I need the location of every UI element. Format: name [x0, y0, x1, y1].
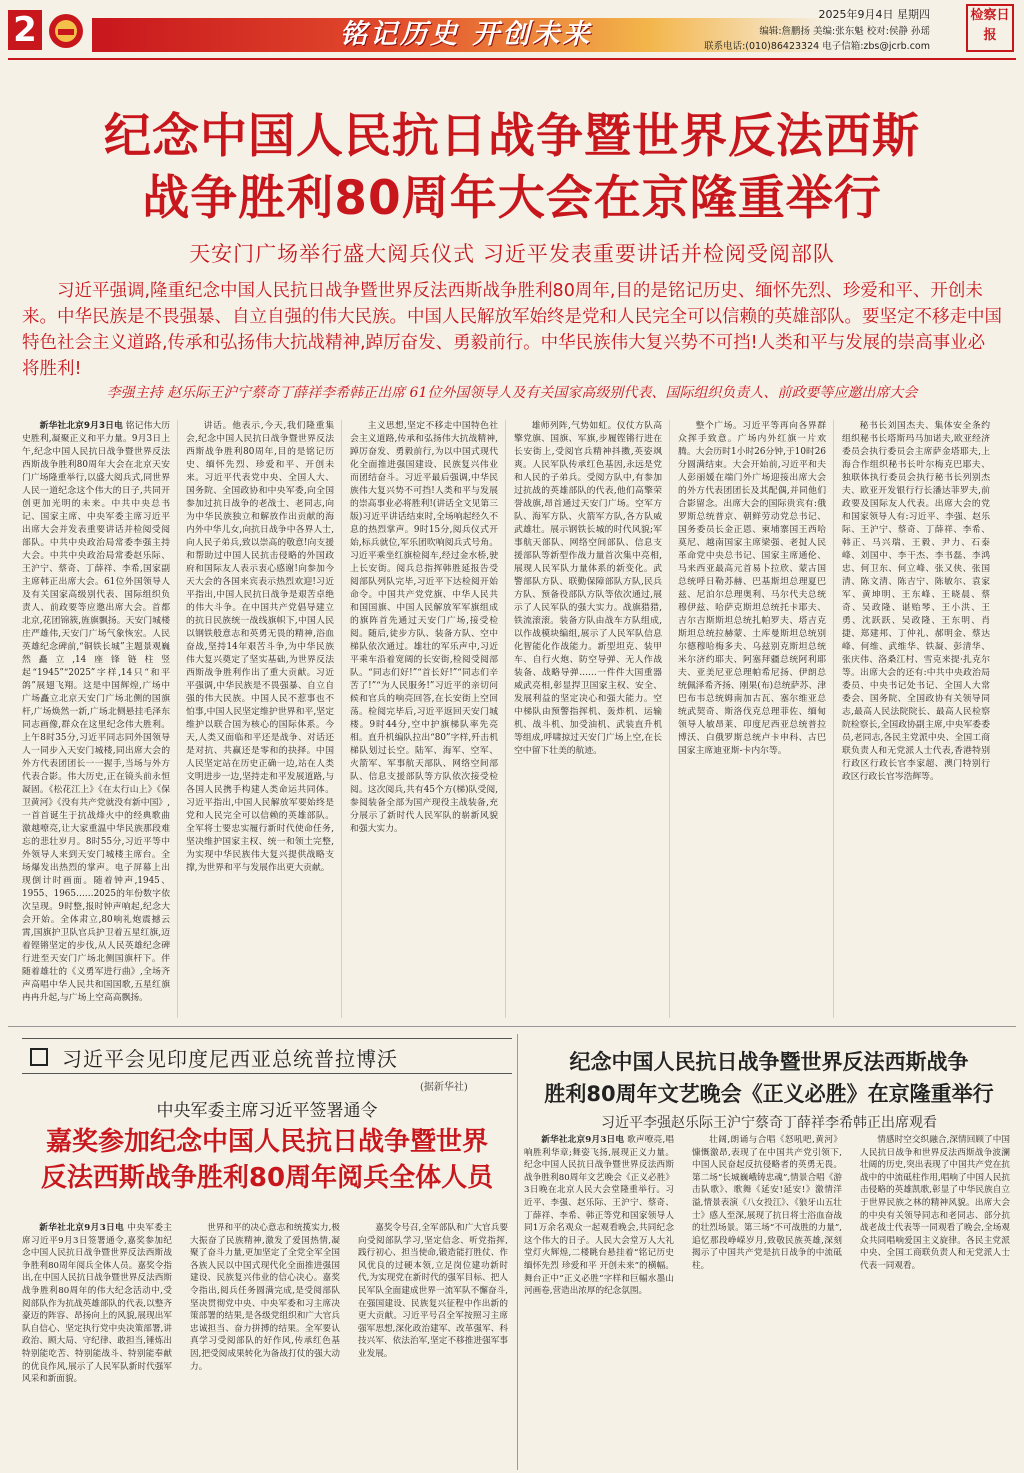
- bottom-divider: [517, 1034, 518, 1470]
- column-rule: [833, 420, 834, 1018]
- column-text: 情感时空交织融合,深情回顾了中国人民抗日战争和世界反法西斯战争波澜壮阔的历史,突出表现了中国共产党在抗战中的中流砥柱作用,唱响了中国人民抗击侵略的英雄凯歌,彰显了中华民族自立于世界民族之林的精神风貌。出席大会的中央有关领导同志和老同志、部分抗战老战士代表等一同观看了晚会,全场观众共同唱响爱国主义旋律。各民主党派中央、全国工商联负责人和无党派人士代表一同观看。: [860, 1135, 1010, 1271]
- header-rule: [8, 58, 1016, 60]
- column-text: 嘉奖令号召,全军部队和广大官兵要向受阅部队学习,坚定信念、听党指挥,践行初心、担当使命,锻造能打胜仗、作风优良的过硬本领,立足岗位建功新时代,为实现党在新时代的强军目标、把人民军队全面建成世界一流军队不懈奋斗,在强国建设、民族复兴征程中作出新的更大贡献。习近平号召全军按照习主席强军思想,深化政治建军、改革强军、科技兴军、依法治军,坚定不移推进强军事业发展。: [358, 1223, 508, 1359]
- main-column-5: [678, 420, 826, 1018]
- right-column-3: [860, 1134, 1010, 1466]
- right-story-headline: [524, 1046, 1014, 1110]
- column-rule: [177, 420, 178, 1018]
- left-column-1: [22, 1222, 172, 1466]
- contact-line: 联系电话:(010)86423324 电子信箱:zbs@jcrb.com: [704, 41, 930, 52]
- column-text: 讲话。他表示,今天,我们隆重集会,纪念中国人民抗日战争暨世界反法西斯战争胜利80周年,目的是铭记历史、缅怀先烈、珍爱和平、开创未来。习近平代表党中央、全国人大、国务院、全国政协和中央军委,向全国参加过抗日战争的老战士、老同志,向为中华民族独立和解放作出贡献的海内外中华儿女,向抗日战争中各界人士,向人民子弟兵,致以崇高的敬意!向支援和帮助过中国人民抗击侵略的外国政府和国际友人表示衷心感谢!向参加今天大会的各国来宾表示热烈欢迎!习近平指出,中国人民抗日战争是艰苦卓绝的伟大斗争。在中国共产党倡导建立的抗日民族统一战线旗帜下,中国人民以钢铁般意志和英勇无畏的精神,浴血奋战,坚持14年艰苦斗争,为中华民族伟大复兴奠定了坚实基础,为世界反法西斯战争胜利作出了重大贡献。习近平强调,中华民族是不畏强暴、自立自强的伟大民族。中国人民不惹事也不怕事,中国人民坚定维护世界和平,坚定维护以联合国为核心的国际体系。今天,人类又面临和平还是战争、对话还是对抗、共赢还是零和的抉择。中国人民坚定站在历史正确一边,站在人类文明进步一边,坚持走和平发展道路,与各国人民携手构建人类命运共同体。习近平指出,中国人民解放军要始终是党和人民完全可以信赖的英雄部队。全军将士要忠实履行新时代使命任务,坚决维护国家主权、统一和领土完整,为实现中华民族伟大复兴提供战略支撑,为世界和平与发展作出更大贡献。: [186, 421, 334, 873]
- left-headline-line2: 反法西斯战争胜利80周年阅兵全体人员: [40, 1163, 494, 1193]
- column-rule: [505, 420, 506, 1018]
- right-story-subheadline: 习近平李强赵乐际王沪宁蔡奇丁薛祥李希韩正出席观看: [601, 1115, 937, 1131]
- brief-box: [22, 1038, 512, 1074]
- left-story-kicker: 中央军委主席习近平签署通令: [156, 1101, 378, 1121]
- column-text: 中央军委主席习近平9月3日签署通令,嘉奖参加纪念中国人民抗日战争暨世界反法西斯战争胜利80周年阅兵全体人员。嘉奖令指出,在中国人民抗日战争暨世界反法西斯战争胜利80周年的伟大纪念活动中,受阅部队作为抗战英雄部队的代表,以整齐豪迈的阵容、昂扬向上的风貌,展现出军队自信心、坚定执行党中央决策部署,讲政治、顾大局、守纪律、敢担当,锤炼出特别能吃苦、特别能战斗、特别能奉献的优良作风,展示了人民军队新时代强军风采和新面貌。: [22, 1223, 172, 1385]
- left-story-columns: [22, 1222, 512, 1466]
- host-line: 李强主持 赵乐际王沪宁蔡奇丁薛祥李希韩正出席 61位外国领导人及有关国家高级别代表、国际组织负责人、前政要等应邀出席大会: [106, 385, 918, 401]
- column-text: 秘书长刘国杰夫、集体安全条约组织秘书长塔斯玛马加诺夫,欧亚经济委员会执行委员会主席萨金塔耶夫,上海合作组织秘书长叶尔梅克巴耶夫、独联体执行委员会执行秘书长列别杰夫、欧亚开发银行行长潘达菲罗夫,前政要及国际友人代表。出席大会的党和国家领导人有:习近平、李强、赵乐际、王沪宁、蔡奇、丁薛祥、李希、韩正、马兴瑞、王毅、尹力、石泰峰、刘国中、李干杰、李书磊、李鸿忠、何卫东、何立峰、张又侠、张国清、陈文清、陈吉宁、陈敏尔、袁家军、黄坤明、王东峰、王晓晨、蔡奇、吴政隆、谌贻琴、王小洪、王勇、沈跃跃、吴政隆、王东明、肖捷、郑建邦、丁仲礼、郝明金、蔡达峰、何维、武维华、铁凝、彭清华、张庆伟、洛桑江村、雪克来提·扎克尔等。出席大会的还有:中共中央政治局委员、中央书记处书记、全国人大常委会、国务院、全国政协有关领导同志,最高人民法院院长、最高人民检察院检察长,全国政协副主席,中央军委委员,老同志,各民主党派中央、全国工商联负责人和无党派人士代表,香港特别行政区行政长官李家超、澳门特别行政区行政长官岑浩辉等。: [842, 421, 990, 782]
- masthead-seal: 检察日报: [966, 4, 1014, 52]
- right-column-2: [692, 1134, 842, 1466]
- issue-date: 2025年9月4日 星期四: [818, 8, 930, 21]
- right-story-columns: [524, 1134, 1014, 1466]
- main-headline-line2: 战争胜利80周年大会在京隆重举行: [142, 171, 882, 226]
- main-headline: [0, 106, 1024, 230]
- brief-source: (据新华社): [420, 1082, 468, 1093]
- main-column-4: [514, 420, 662, 1018]
- dateline: 新华社北京9月3日电: [39, 421, 123, 431]
- editors-line: 编辑:詹鹏扬 美编:张东魁 校对:侯静 孙瑶: [759, 26, 930, 37]
- column-text: 歌声嘹亮,唱响胜利华章;舞姿飞扬,展现正义力量。纪念中国人民抗日战争暨世界反法西斯战争胜利80周年文艺晚会《正义必胜》3日晚在北京人民大会堂隆重举行。习近平、李强、赵乐际、王沪宁、蔡奇、丁薛祥、李希、韩正等党和国家领导人同1万余名观众一起观看晚会,共同纪念这个伟大的日子。人民大会堂万人大礼堂灯火辉煌,二楼眺台悬挂着“铭记历史 缅怀先烈 珍爱和平 开创未来”的横幅。舞台正中“正义必胜”字样和巨幅水墨山河画卷,营造出浓厚的纪念氛围。: [524, 1135, 674, 1297]
- right-column-1: [524, 1134, 674, 1466]
- page-number: 2: [8, 10, 42, 50]
- left-column-2: [190, 1222, 340, 1466]
- column-rule: [669, 420, 670, 1018]
- column-text: 铭记伟大历史胜利,凝聚正义和平力量。9月3日上午,纪念中国人民抗日战争暨世界反法西斯战争胜利80周年大会在北京天安门广场隆重举行,以盛大阅兵式,同世界人民一道纪念这个伟大的日子,共同开创更加光明的未来。中共中央总书记、国家主席、中央军委主席习近平出席大会并发表重要讲话并检阅受阅部队。中共中央政治局常委李强主持大会。中共中央政治局常委赵乐际、王沪宁、蔡奇、丁薛祥、李希,国家副主席韩正出席大会。61位外国领导人及有关国家高级别代表、国际组织负责人、前政要等应邀出席大会。首都北京,花团锦簇,旌旗飘扬。天安门城楼庄严雄伟,天安门广场气象恢宏。人民英雄纪念碑前,“铜铁长城”主题景观巍然矗立,14座锋链柱竖起“1945”“2025”字样,14只“和平鸽”展翅飞翔。这是中国辉煌,广场中广场矗立北京天安门广场北侧的国旗杆,广场焕然一新,广场北侧悬挂毛泽东同志画像,群众在这里纪念伟大胜利。上午8时35分,习近平同志同外国领导人一同步入天安门城楼,同出席大会的外方代表团团长一一握手,当场与外方代表合影。伟大历史,正在镜头前永恒凝固。《松花江上》《在太行山上》《保卫黄河》《没有共产党就没有新中国》,一首首诞生于抗战烽火中的经典歌曲激越嘹亮,让大家重温中华民族那段难忘的悲壮岁月。8时55分,习近平等中外领导人来到天安门城楼主席台。全场爆发出热烈的掌声。电子屏幕上出现倒计时画面。随着钟声,1945、1955、1965……2025的年份数字依次呈现。9时整,报时钟声响起,纪念大会开始。全体肃立,80响礼炮震撼云霄,国旗护卫队官兵护卫着五星红旗,迈着铿锵坚定的步伐,从人民英雄纪念碑行进至天安门广场北侧国旗杆下。伴随着雄壮的《义勇军进行曲》,全场齐声高唱中华人民共和国国歌,五星红旗冉冉升起,与广场上空高高飘扬。: [22, 421, 170, 1003]
- column-rule: [341, 420, 342, 1018]
- main-column-1: [22, 420, 170, 1018]
- emblem-icon: [46, 12, 86, 50]
- right-headline-line2: 胜利80周年文艺晚会《正义必胜》在京隆重举行: [544, 1082, 994, 1106]
- main-column-6: [842, 420, 990, 1018]
- column-text: 雄师列阵,气势如虹。仪仗方队高擎党旗、国旗、军旗,步履铿锵行进在长安街上,受阅官兵精神抖擞,英姿飒爽。人民军队传承红色基因,永远是党和人民的子弟兵。受阅方队中,有参加过抗战的英雄部队的代表,他们高擎荣誉战旗,昂首通过天安门广场。空军方队、海军方队、火箭军方队,各方队威武雄壮。展示钢铁长城的时代风貌;军事航天部队、网络空间部队、信息支援部队等新型作战力量首次集中亮相,展现人民军队力量体系的新变化。武警部队方队、联勤保障部队方队,民兵方队、预备役部队方队等依次通过,展示了人民军队的强大实力。战旗猎猎,铁流滚滚。装备方队由战车方队组成,以作战模块编组,展示了人民军队信息化智能化作战能力。新型坦克、装甲车、自行火炮、防空导弹、无人作战装备、战略导弹……一件件大国重器威武亮相,彰显捍卫国家主权、安全、发展利益的坚定决心和强大能力。空中梯队由预警指挥机、轰炸机、运输机、战斗机、加受油机、武装直升机等组成,呼啸掠过天安门广场上空,在长空中留下壮美的航迹。: [514, 421, 662, 756]
- brief-title: 习近平会见印度尼西亚总统普拉博沃: [62, 1047, 398, 1071]
- main-column-3: [350, 420, 498, 1018]
- right-headline-line1: 纪念中国人民抗日战争暨世界反法西斯战争: [569, 1050, 969, 1074]
- main-lead: 习近平强调,隆重纪念中国人民抗日战争暨世界反法西斯战争胜利80周年,目的是铭记历史、缅怀先烈、珍爱和平、开创未来。中华民族是不畏强暴、自立自强的伟大民族。中国人民解放军始终是党和人民完全可以信赖的英雄部队。要坚定不移走中国特色社会主义道路,传承和弘扬伟大抗战精神,踔厉奋发、勇毅前行。中华民族伟大复兴势不可挡!人类和平与发展的崇高事业必将胜利!: [22, 281, 1002, 379]
- section-title: 铭记历史 开创未来: [340, 19, 593, 50]
- column-text: 世界和平的决心意志和统揽实力,极大振奋了民族精神,激发了爱国热情,凝聚了奋斗力量,更加坚定了全党全军全国各族人民以中国式现代化全面推进强国建设、民族复兴伟业的信心决心。嘉奖令指出,阅兵任务圆满完成,是受阅部队坚决贯彻党中央、中央军委和习主席决策部署的结果,是各级党组织和广大官兵忠诚担当、奋力拼搏的结果。全军要认真学习受阅部队的好作风,传承红色基因,把受阅成果转化为备战打仗的强大动力。: [190, 1223, 340, 1372]
- dateline: 新华社北京9月3日电: [541, 1135, 625, 1145]
- column-text: 整个广场。习近平等再向各界群众挥手致意。广场内外红旗一片欢腾。大会历时1小时26分钟,于10时26分圆满结束。大会开始前,习近平和夫人彭丽媛在端门外广场迎接出席大会的外方代表团团长及其配偶,并同他们合影留念。出席大会的国际贵宾有:俄罗斯总统普京、朝鲜劳动党总书记、国务委员长金正恩、柬埔寨国王西哈莫尼、越南国家主席梁强、老挝人民革命党中央总书记、国家主席通伦、马来西亚最高元首易卜拉欣、蒙古国总统呼日勒苏赫、巴基斯坦总理夏巴兹、尼泊尔总理奥利、马尔代夫总统穆伊兹、哈萨克斯坦总统托卡耶夫、吉尔吉斯斯坦总统扎帕罗夫、塔吉克斯坦总统拉赫蒙、土库曼斯坦总统别尔德穆哈梅多夫、乌兹别克斯坦总统米尔济约耶夫、阿塞拜疆总统阿利耶夫、亚美尼亚总理帕希尼扬、伊朗总统佩泽希齐扬、刚果(布)总统萨苏、津巴布韦总统姆南加古瓦、塞尔维亚总统武契奇、斯洛伐克总理菲佐、缅甸领导人敏昂莱、印度尼西亚总统普拉博沃、白俄罗斯总统卢卡申科、古巴国家主席迪亚斯-卡内尔等。: [678, 421, 826, 756]
- dateline: 新华社北京9月3日电: [39, 1223, 125, 1233]
- column-text: 主义思想,坚定不移走中国特色社会主义道路,传承和弘扬伟大抗战精神,踔厉奋发、勇毅前行,为以中国式现代化全面推进强国建设、民族复兴伟业而团结奋斗。习近平最后强调,中华民族伟大复兴势不可挡!人类和平与发展的崇高事业必将胜利!(讲话全文见第三版)习近平讲话结束时,全场响起经久不息的热烈掌声。9时15分,阅兵仪式开始,标兵就位,军乐团吹响阅兵式号角。习近平乘坐红旗检阅车,经过金水桥,驶上长安街。阅兵总指挥韩胜延报告受阅部队列队完毕,习近平下达检阅开始命令。中国共产党党旗、中华人民共和国国旗、中国人民解放军军旗组成的旗阵首先通过天安门广场,接受检阅。随后,徒步方队、装备方队、空中梯队依次通过。雄壮的军乐声中,习近平乘车沿着宽阔的长安街,检阅受阅部队。“同志们好!”“首长好!”“同志们辛苦了!”“为人民服务!”习近平的亲切问候和官兵的响亮回答,在长安街上空回荡。检阅完毕后,习近平返回天安门城楼。9时44分,空中护旗梯队率先亮相。直升机编队拉出“80”字样,歼击机梯队划过长空。陆军、海军、空军、火箭军、军事航天部队、网络空间部队、信息支援部队等方队依次接受检阅。这次阅兵,共有45个方(梯)队受阅,参阅装备全部为国产现役主战装备,充分展示了新时代人民军队的崭新风貌和强大实力。: [350, 421, 498, 834]
- main-story-columns: [22, 420, 1006, 1018]
- brief-square-icon: [30, 1048, 48, 1066]
- main-headline-line1: 纪念中国人民抗日战争暨世界反法西斯: [104, 109, 920, 164]
- page-header: [0, 0, 1024, 64]
- left-story-headline: [22, 1124, 512, 1196]
- main-subheadline: 天安门广场举行盛大阅兵仪式 习近平发表重要讲话并检阅受阅部队: [189, 242, 835, 266]
- left-column-3: [358, 1222, 508, 1466]
- main-column-2: [186, 420, 334, 1018]
- section-divider: [8, 1026, 1016, 1027]
- column-text: 壮阔,朗诵与合唱《怒吼吧,黄河》慷慨激昂,表现了在中国共产党引领下,中国人民奋起反抗侵略者的英勇无畏。第二场“长城巍峨铸忠魂”,情景合唱《游击队歌》、歌舞《延安!延安!》激情洋溢,情景表演《八女投江》、《狼牙山五壮士》感人至深,展现了抗日将士浴血奋战的壮烈场景。第三场“不可战胜的力量”,追忆那段峥嵘岁月,致敬民族英雄,深刻揭示了中国共产党是抗日战争的中流砥柱。: [692, 1135, 842, 1271]
- left-headline-line1: 嘉奖参加纪念中国人民抗日战争暨世界: [45, 1127, 488, 1157]
